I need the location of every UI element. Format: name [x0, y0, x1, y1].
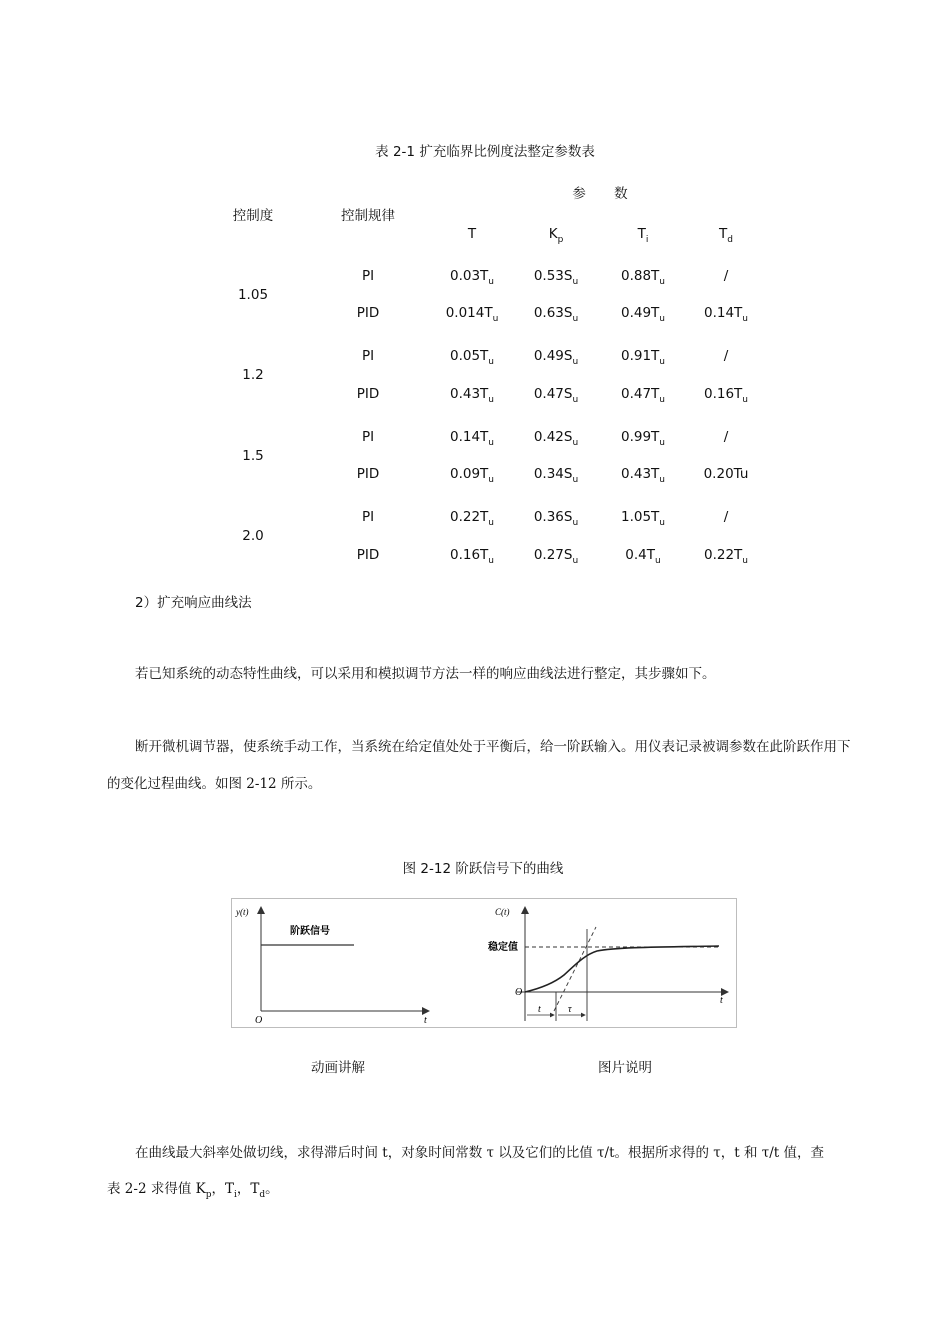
figure-caption-text: 阶跃信号下的曲线 [455, 861, 564, 877]
tau-label: τ [568, 1004, 572, 1015]
param-value-cell-sub: u [488, 556, 495, 566]
params-group-header: 参 数 [572, 186, 628, 202]
param-value-cell-sub: u [488, 518, 495, 528]
param-header-1-main: K [548, 226, 558, 242]
param-value-cell-main: / [723, 509, 729, 525]
param-value-cell-main: 0.43T [449, 386, 489, 402]
param-value-cell [430, 509, 514, 528]
param-value-cell-sub: u [659, 395, 666, 405]
param-value-cell-main: 1.05T [620, 509, 660, 525]
param-value-cell [514, 305, 598, 324]
param-value-cell-main: 0.22T [703, 547, 743, 563]
param-value-cell-main: 0.47T [620, 386, 660, 402]
param-header-1 [516, 226, 596, 245]
param-header-2-sub: i [645, 235, 649, 245]
left-y-label: y(t) [236, 907, 249, 917]
td-subscript: d [259, 1190, 266, 1200]
param-value-cell-main: / [723, 268, 729, 284]
param-value-cell [601, 386, 685, 405]
final-line-2 [107, 1171, 867, 1207]
param-value-cell-sub: u [492, 314, 499, 324]
param-value-cell-sub: u [572, 518, 579, 528]
tangent-dashed-line [554, 927, 596, 1011]
right-y-label: C(t) [495, 907, 510, 917]
param-value-cell-main: 0.22T [449, 509, 489, 525]
param-value-cell [514, 386, 598, 405]
control-law-cell [328, 466, 408, 482]
figure-caption-prefix: 图 [402, 861, 417, 877]
param-value-cell [684, 305, 768, 324]
param-value-cell [430, 268, 514, 287]
param-value-cell-main: 0.34S [533, 466, 573, 482]
section-title: 扩充响应曲线法 [157, 595, 252, 611]
param-value-cell-sub: u [572, 277, 579, 287]
control-degree-cell [213, 287, 293, 303]
section-paren: ） [143, 595, 158, 611]
param-value-cell [684, 268, 768, 284]
control-law-cell [328, 386, 408, 402]
param-value-cell-main: 0.53S [533, 268, 573, 284]
param-value-cell [430, 429, 514, 448]
param-value-cell-main: 0.36S [533, 509, 573, 525]
param-value-cell [684, 509, 768, 525]
param-value-cell [514, 547, 598, 566]
control-law-cell-main: PI [361, 429, 375, 445]
paragraph-procedure: 断开微机调节器，使系统手动工作，当系统在给定值处处于平衡后，给一阶跃输入。用仪表记录被调参数在此阶跃作用下的变化过程曲线。如图 2-12 所示。 [107, 739, 851, 792]
step-response-figure [231, 898, 737, 1028]
left-plot [235, 907, 429, 1026]
param-value-cell-main: 0.09T [449, 466, 489, 482]
control-law-cell-main: PID [356, 547, 380, 563]
param-header-2-main: T [637, 226, 646, 242]
param-value-cell [601, 466, 685, 485]
section-number: 2 [135, 595, 144, 611]
param-value-cell-sub: u [572, 475, 579, 485]
control-law-cell-main: PID [356, 466, 380, 482]
control-law-cell [328, 305, 408, 321]
step-signal-label: 阶跃信号 [290, 926, 330, 937]
param-value-cell [430, 348, 514, 367]
control-degree-cell-main: 1.5 [242, 448, 264, 464]
param-value-cell-main: 0.20Tu [703, 466, 749, 482]
control-law-cell [328, 268, 408, 284]
param-value-cell-sub: u [488, 357, 495, 367]
control-law-cell-main: PID [356, 386, 380, 402]
param-value-cell-sub: u [659, 475, 666, 485]
param-header-0-main: T [467, 226, 477, 242]
param-value-cell-sub: u [572, 438, 579, 448]
kp-subscript: p [205, 1190, 212, 1200]
param-value-cell [601, 429, 685, 448]
control-law-cell [328, 547, 408, 563]
param-value-cell-sub: u [742, 556, 749, 566]
figure-caption [0, 857, 950, 877]
param-value-cell-main: 0.05T [449, 348, 489, 364]
lag-label: t [538, 1004, 541, 1015]
control-degree-cell-main: 1.2 [242, 367, 264, 383]
param-value-cell-main: 0.14T [449, 429, 489, 445]
param-value-cell [684, 429, 768, 445]
param-value-cell [684, 348, 768, 364]
param-value-cell [430, 386, 514, 405]
response-curve [525, 946, 719, 992]
param-value-cell [601, 348, 685, 367]
param-value-cell-sub: u [488, 395, 495, 405]
param-value-cell-sub: u [659, 314, 666, 324]
figure-caption-number: 2-12 [420, 861, 452, 877]
param-value-cell-main: 0.88T [620, 268, 660, 284]
param-value-cell [430, 466, 514, 485]
control-law-cell-main: PI [361, 348, 375, 364]
control-degree-cell [213, 367, 293, 383]
param-header-3-sub: d [727, 235, 733, 245]
param-value-cell-main: 0.16T [449, 547, 489, 563]
param-value-cell [601, 268, 685, 287]
param-value-cell-main: 0.16T [703, 386, 743, 402]
caption-number: 2-1 [392, 144, 416, 160]
control-degree-cell [213, 448, 293, 464]
param-value-cell [601, 547, 685, 566]
param-value-cell-sub: u [572, 395, 579, 405]
param-value-cell [514, 348, 598, 367]
param-value-cell-sub: u [572, 314, 579, 324]
control-law-cell-main: PID [356, 305, 380, 321]
ti-subscript: i [233, 1190, 237, 1200]
param-value-cell-main: 0.47S [533, 386, 573, 402]
right-plot [487, 907, 728, 1021]
param-value-cell-sub: u [742, 314, 749, 324]
param-value-cell [601, 509, 685, 528]
param-header-1-sub: p [557, 235, 564, 245]
param-value-cell-sub: u [488, 277, 495, 287]
control-law-cell-main: PI [361, 268, 375, 284]
param-value-cell-sub: u [572, 357, 579, 367]
control-law-cell [328, 348, 408, 364]
paragraph-intro: 若已知系统的动态特性曲线，可以采用和模拟调节方法一样的响应曲线法进行整定，其步骤如下。 [135, 666, 716, 682]
control-degree-cell [213, 528, 293, 544]
right-origin-label: O [515, 987, 523, 998]
param-value-cell [684, 466, 768, 482]
param-value-cell-sub: u [659, 518, 666, 528]
param-value-cell-sub: u [742, 395, 749, 405]
param-value-cell-main: 0.99T [620, 429, 660, 445]
param-value-cell [514, 268, 598, 287]
caption-prefix: 表 [375, 144, 389, 160]
param-value-cell-main: 0.49S [533, 348, 573, 364]
param-value-cell-main: 0.43T [620, 466, 660, 482]
final-line-2-prefix: 表 2-2 求得值 K [107, 1181, 206, 1197]
figure-svg [232, 899, 736, 1027]
param-value-cell-main: 0.49T [620, 305, 660, 321]
param-value-cell-main: 0.03T [449, 268, 489, 284]
param-value-cell [514, 429, 598, 448]
param-value-cell-main: / [723, 348, 729, 364]
param-value-cell-main: 0.14T [703, 305, 743, 321]
param-header-0 [432, 226, 512, 242]
param-value-cell-sub: u [572, 556, 579, 566]
param-value-cell [430, 305, 514, 324]
steady-value-label: 稳定值 [488, 942, 518, 953]
param-value-cell-sub: u [488, 475, 495, 485]
param-value-cell-sub: u [659, 438, 666, 448]
table-caption [0, 140, 950, 160]
control-law-cell [328, 509, 408, 525]
param-header-3-main: T [719, 226, 728, 242]
control-law-cell-main: PI [361, 509, 375, 525]
paragraph-tangent-method [107, 1135, 867, 1207]
param-value-cell-main: 0.91T [620, 348, 660, 364]
param-value-cell-sub: u [659, 277, 666, 287]
param-value-cell [684, 386, 768, 405]
param-header-3 [686, 226, 766, 245]
param-value-cell-main: 0.42S [533, 429, 573, 445]
right-x-label: t [720, 995, 723, 1006]
param-value-cell-sub: u [655, 556, 661, 566]
law-header: 控制规律 [341, 208, 395, 224]
param-value-cell [514, 509, 598, 528]
sep-td: ，T [236, 1181, 260, 1197]
param-value-cell-main: 0.63S [533, 305, 573, 321]
final-period: 。 [265, 1181, 279, 1197]
control-law-cell [328, 429, 408, 445]
param-value-cell-main: / [723, 429, 729, 445]
control-degree-cell-main: 2.0 [242, 528, 264, 544]
final-line-1: 在曲线最大斜率处做切线，求得滞后时间 t，对象时间常数 τ 以及它们的比值 τ/t。根据所求得的 τ，t 和 τ/t 值，查 [135, 1145, 824, 1161]
section-heading [135, 591, 252, 611]
param-value-cell [430, 547, 514, 566]
param-value-cell [601, 305, 685, 324]
animation-link[interactable]: 动画讲解 [311, 1060, 365, 1076]
param-value-cell [514, 466, 598, 485]
param-value-cell-main: 0.4T [625, 547, 655, 563]
param-value-cell-sub: u [659, 357, 666, 367]
left-x-label: t [424, 1015, 427, 1026]
param-value-cell-main: 0.014T [445, 305, 493, 321]
param-value-cell-main: 0.27S [533, 547, 573, 563]
left-origin-label: O [255, 1015, 263, 1026]
sep-ti: ，T [211, 1181, 234, 1197]
param-header-2 [603, 226, 683, 245]
control-degree-cell-main: 1.05 [237, 287, 269, 303]
image-description-link[interactable]: 图片说明 [598, 1060, 652, 1076]
param-value-cell-sub: u [488, 438, 495, 448]
caption-text: 扩充临界比例度法整定参数表 [419, 144, 595, 160]
degree-header: 控制度 [232, 208, 274, 224]
param-value-cell [684, 547, 768, 566]
